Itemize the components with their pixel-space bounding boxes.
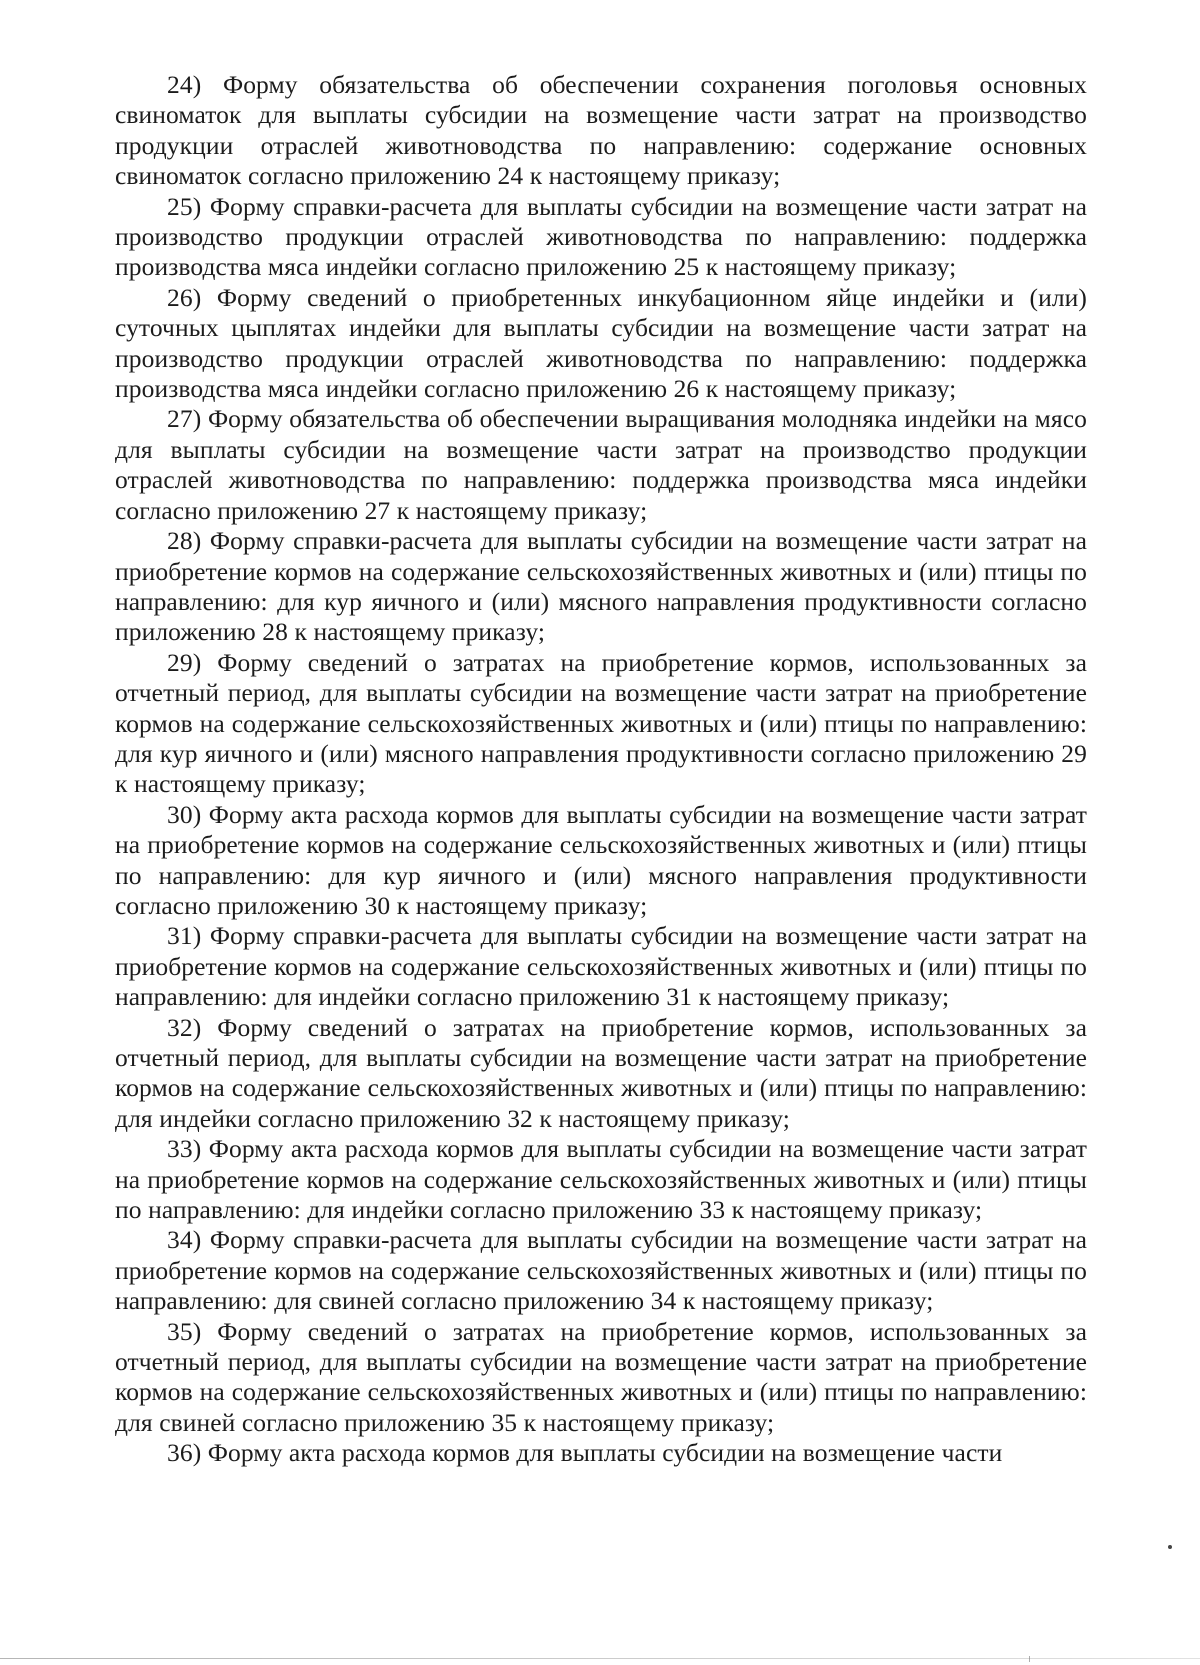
list-item-31: 31) Форму справки-расчета для выплаты субсидии на возмещение части затрат на приобретение кормов на содержание сельскохозяйственных животных и (или) птицы по направлению: для индейки согласно приложению 31 к настоящему приказу; [115, 921, 1087, 1012]
list-item-32: 32) Форму сведений о затратах на приобретение кормов, использованных за отчетный период, для выплаты субсидии на возмещение части затрат на приобретение кормов на содержание сельскохозяйственных животных и (или) птицы по направлению: для индейки согласно приложению 32 к настоящему приказу; [115, 1012, 1087, 1133]
list-item-27: 27) Форму обязательства об обеспечении выращивания молодняка индейки на мясо для выплаты субсидии на возмещение части затрат на производство продукции отраслей животноводства по направлению: поддержка производства мяса индейки согласно приложению 27 к настоящему приказу; [115, 404, 1087, 525]
list-item-24: 24) Форму обязательства об обеспечении сохранения поголовья основных свиноматок для выплаты субсидии на возмещение части затрат на производство продукции отраслей животноводства по направлению: содержание основных свиноматок согласно приложению 24 к настоящему приказу; [115, 70, 1087, 191]
scan-edge-line [0, 1658, 1200, 1659]
list-item-36: 36) Форму акта расхода кормов для выплаты субсидии на возмещение части [167, 1438, 1003, 1468]
list-item-34: 34) Форму справки-расчета для выплаты субсидии на возмещение части затрат на приобретение кормов на содержание сельскохозяйственных животных и (или) птицы по направлению: для свиней согласно приложению 34 к настоящему приказу; [115, 1225, 1087, 1316]
list-item-25: 25) Форму справки-расчета для выплаты субсидии на возмещение части затрат на производство продукции отраслей животноводства по направлению: поддержка производства мяса индейки согласно приложению 25 к настоящему приказу; [115, 191, 1087, 282]
scan-speck [1168, 1545, 1172, 1549]
scan-edge-tick [1029, 1656, 1030, 1662]
list-item-28: 28) Форму справки-расчета для выплаты субсидии на возмещение части затрат на приобретение кормов на содержание сельскохозяйственных животных и (или) птицы по направлению: для кур яичного и (или) мясного направления продуктивности согласно приложению 28 к настоящему приказу; [115, 526, 1087, 647]
list-item-35: 35) Форму сведений о затратах на приобретение кормов, использованных за отчетный период, для выплаты субсидии на возмещение части затрат на приобретение кормов на содержание сельскохозяйственных животных и (или) птицы по направлению: для свиней согласно приложению 35 к настоящему приказу; [115, 1316, 1087, 1437]
list-item-30: 30) Форму акта расхода кормов для выплаты субсидии на возмещение части затрат на приобретение кормов на содержание сельскохозяйственных животных и (или) птицы по направлению: для кур яичного и (или) мясного направления продуктивности согласно приложению 30 к настоящему приказу; [115, 799, 1087, 920]
document-body [115, 70, 1087, 1469]
list-item-26: 26) Форму сведений о приобретенных инкубационном яйце индейки и (или) суточных цыплятах индейки для выплаты субсидии на возмещение части затрат на производство продукции отраслей животноводства по направлению: поддержка производства мяса индейки согласно приложению 26 к настоящему приказу; [115, 282, 1087, 404]
list-item-29: 29) Форму сведений о затратах на приобретение кормов, использованных за отчетный период, для выплаты субсидии на возмещение части затрат на приобретение кормов на содержание сельскохозяйственных животных и (или) птицы по направлению: для кур яичного и (или) мясного направления продуктивности согласно приложению 29 к настоящему приказу; [115, 647, 1087, 799]
list-item-33: 33) Форму акта расхода кормов для выплаты субсидии на возмещение части затрат на приобретение кормов на содержание сельскохозяйственных животных и (или) птицы по направлению: для индейки согласно приложению 33 к настоящему приказу; [115, 1134, 1087, 1225]
